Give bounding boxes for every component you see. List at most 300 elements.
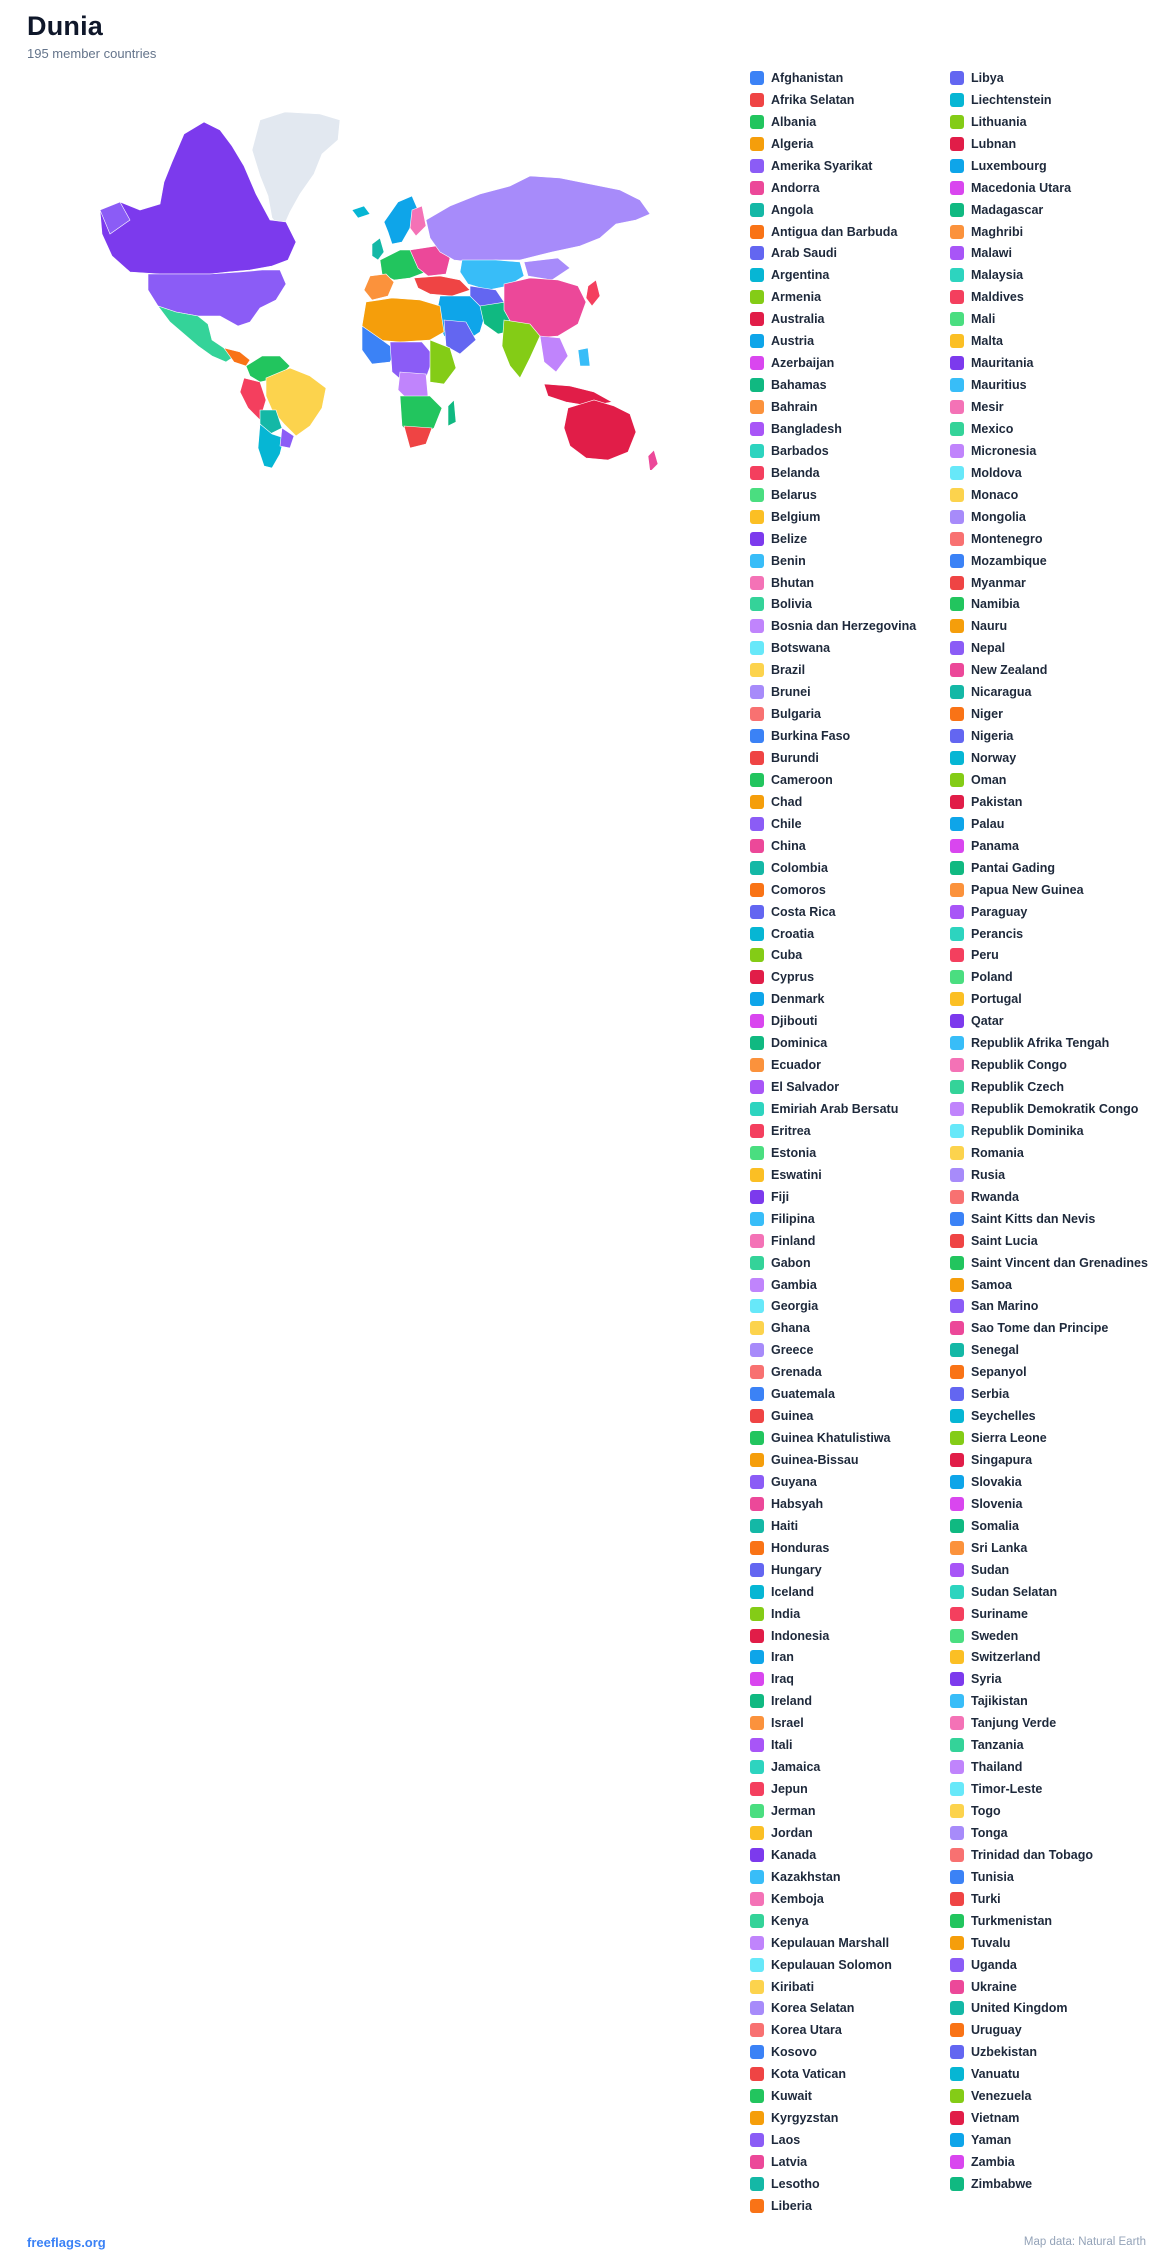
country-label: Montenegro <box>971 531 1043 546</box>
country-label: Republik Dominika <box>971 1123 1084 1138</box>
legend-item[interactable] <box>750 791 950 813</box>
legend-item[interactable] <box>950 1690 1150 1712</box>
legend-item[interactable] <box>950 572 1150 594</box>
legend-item[interactable] <box>750 1647 950 1669</box>
color-swatch <box>750 576 764 590</box>
legend-item[interactable] <box>750 1186 950 1208</box>
legend-item[interactable] <box>950 1866 1150 1888</box>
legend-item[interactable] <box>750 1274 950 1296</box>
region-new-zealand[interactable] <box>648 450 658 470</box>
country-label: Togo <box>971 1804 1001 1819</box>
country-label: Bahrain <box>771 400 818 415</box>
country-label: Republik Afrika Tengah <box>971 1036 1110 1051</box>
legend-item[interactable] <box>950 1252 1150 1274</box>
legend-item[interactable] <box>950 1120 1150 1142</box>
legend-item[interactable] <box>950 1756 1150 1778</box>
legend-item[interactable] <box>950 1098 1150 1120</box>
legend-item[interactable] <box>950 923 1150 945</box>
legend-item[interactable] <box>750 594 950 616</box>
region-mongolia[interactable] <box>524 258 570 280</box>
legend-item[interactable] <box>750 264 950 286</box>
legend-item[interactable] <box>750 1164 950 1186</box>
legend-item[interactable] <box>950 945 1150 967</box>
legend-item[interactable] <box>750 1515 950 1537</box>
legend-item[interactable] <box>950 703 1150 725</box>
country-label: Benin <box>771 553 806 568</box>
legend-item[interactable] <box>750 1910 950 1932</box>
legend-item[interactable] <box>950 966 1150 988</box>
color-swatch <box>750 510 764 524</box>
legend-item[interactable] <box>750 1296 950 1318</box>
region-russia[interactable] <box>426 176 650 262</box>
legend-item[interactable] <box>750 1756 950 1778</box>
legend-item[interactable] <box>750 572 950 594</box>
legend-item[interactable] <box>750 1734 950 1756</box>
color-swatch <box>950 312 964 326</box>
legend-item[interactable] <box>950 1076 1150 1098</box>
legend-item[interactable] <box>950 2173 1150 2195</box>
country-label: Sepanyol <box>971 1365 1027 1380</box>
legend-item[interactable] <box>950 857 1150 879</box>
legend-item[interactable] <box>950 1296 1150 1318</box>
legend-item[interactable] <box>950 879 1150 901</box>
legend-item[interactable] <box>950 67 1150 89</box>
legend-item[interactable] <box>750 1625 950 1647</box>
legend-item[interactable] <box>950 1932 1150 1954</box>
color-swatch <box>950 356 964 370</box>
country-label: Rusia <box>971 1167 1006 1182</box>
legend-item[interactable] <box>950 396 1150 418</box>
legend-item[interactable] <box>950 1581 1150 1603</box>
country-label: Afghanistan <box>771 70 844 85</box>
legend-item[interactable] <box>750 747 950 769</box>
color-swatch <box>750 817 764 831</box>
legend-item[interactable] <box>750 901 950 923</box>
color-swatch <box>750 1980 764 1994</box>
legend-item[interactable] <box>950 901 1150 923</box>
legend-item[interactable] <box>950 2019 1150 2041</box>
legend-item[interactable] <box>750 879 950 901</box>
country-label: Eswatini <box>771 1167 822 1182</box>
legend-item[interactable] <box>750 484 950 506</box>
legend-item[interactable] <box>950 681 1150 703</box>
color-swatch <box>750 1080 764 1094</box>
legend-item[interactable] <box>750 2063 950 2085</box>
legend-item[interactable] <box>750 2085 950 2107</box>
legend-item[interactable] <box>750 1800 950 1822</box>
region-madagascar[interactable] <box>448 400 456 426</box>
legend-item[interactable] <box>950 1822 1150 1844</box>
legend-item[interactable] <box>950 594 1150 616</box>
country-label: Serbia <box>971 1387 1010 1402</box>
legend-item[interactable] <box>750 221 950 243</box>
legend-item[interactable] <box>750 1559 950 1581</box>
country-label: Peru <box>971 948 999 963</box>
color-swatch <box>750 685 764 699</box>
color-swatch <box>750 2111 764 2125</box>
legend-item[interactable] <box>950 988 1150 1010</box>
country-label: Brunei <box>771 685 811 700</box>
legend-item[interactable] <box>750 1252 950 1274</box>
color-swatch <box>750 422 764 436</box>
legend-item[interactable] <box>950 1032 1150 1054</box>
legend-item[interactable] <box>750 1712 950 1734</box>
legend-item[interactable] <box>750 615 950 637</box>
region-australia[interactable] <box>564 400 636 460</box>
country-label: Bangladesh <box>771 421 842 436</box>
country-label: Mauritania <box>971 356 1034 371</box>
legend-item[interactable] <box>750 2195 950 2217</box>
color-swatch <box>750 1672 764 1686</box>
legend-item[interactable] <box>750 1954 950 1976</box>
legend-item[interactable] <box>750 111 950 133</box>
country-label: Fiji <box>771 1189 790 1204</box>
country-label: United Kingdom <box>971 2001 1068 2016</box>
legend-item[interactable] <box>750 1076 950 1098</box>
color-swatch <box>950 795 964 809</box>
legend-item[interactable] <box>750 703 950 725</box>
country-label: Bahamas <box>771 378 827 393</box>
legend-item[interactable] <box>950 1712 1150 1734</box>
country-label: Georgia <box>771 1299 819 1314</box>
legend-item[interactable] <box>750 1317 950 1339</box>
legend-item[interactable] <box>950 330 1150 352</box>
legend-item[interactable] <box>750 155 950 177</box>
legend-item[interactable] <box>750 1010 950 1032</box>
color-swatch <box>950 1278 964 1292</box>
country-label: Timor-Leste <box>971 1782 1043 1797</box>
legend-item[interactable] <box>950 2085 1150 2107</box>
country-label: Nepal <box>971 641 1006 656</box>
legend-item[interactable] <box>950 221 1150 243</box>
region-southeast-asia[interactable] <box>540 336 568 372</box>
country-label: Madagascar <box>971 202 1044 217</box>
legend-item[interactable] <box>750 89 950 111</box>
country-label: Itali <box>771 1738 793 1753</box>
legend-item[interactable] <box>950 1800 1150 1822</box>
legend-item[interactable] <box>950 133 1150 155</box>
legend-item[interactable] <box>950 177 1150 199</box>
legend-item[interactable] <box>750 67 950 89</box>
legend-item[interactable] <box>950 637 1150 659</box>
legend-item[interactable] <box>750 2041 950 2063</box>
legend-item[interactable] <box>750 857 950 879</box>
legend-item[interactable] <box>750 1603 950 1625</box>
legend-item[interactable] <box>750 243 950 265</box>
legend-item[interactable] <box>950 1778 1150 1800</box>
legend-item[interactable] <box>750 835 950 857</box>
region-uk[interactable] <box>372 238 384 260</box>
legend-item[interactable] <box>750 659 950 681</box>
color-swatch <box>950 1870 964 1884</box>
legend-item[interactable] <box>750 199 950 221</box>
legend-item[interactable] <box>750 133 950 155</box>
region-finland[interactable] <box>410 206 426 236</box>
country-label: Somalia <box>971 1518 1019 1533</box>
legend-item[interactable] <box>750 637 950 659</box>
legend-item[interactable] <box>950 155 1150 177</box>
legend-item[interactable] <box>950 2041 1150 2063</box>
country-label: Slovenia <box>971 1496 1023 1511</box>
country-label: Namibia <box>971 597 1020 612</box>
legend-item[interactable] <box>750 681 950 703</box>
legend-item[interactable] <box>950 1647 1150 1669</box>
legend-item[interactable] <box>750 923 950 945</box>
legend-item[interactable] <box>950 659 1150 681</box>
region-south-africa[interactable] <box>404 426 432 448</box>
region-japan[interactable] <box>586 280 600 306</box>
country-label: Finland <box>771 1233 816 1248</box>
color-swatch <box>950 1958 964 1972</box>
legend-item[interactable] <box>750 1471 950 1493</box>
legend-item[interactable] <box>750 374 950 396</box>
legend-item[interactable] <box>750 1668 950 1690</box>
legend-item[interactable] <box>750 1383 950 1405</box>
legend-item[interactable] <box>750 1778 950 1800</box>
legend-item[interactable] <box>950 1998 1150 2020</box>
legend-item[interactable] <box>750 2019 950 2041</box>
legend-item[interactable] <box>950 1142 1150 1164</box>
legend-item[interactable] <box>950 506 1150 528</box>
legend-item[interactable] <box>950 308 1150 330</box>
color-swatch <box>950 707 964 721</box>
legend-item[interactable] <box>950 1668 1150 1690</box>
legend-item[interactable] <box>950 286 1150 308</box>
country-label: Denmark <box>771 992 825 1007</box>
world-map[interactable] <box>100 110 660 470</box>
legend-item[interactable] <box>950 1427 1150 1449</box>
legend-item[interactable] <box>950 462 1150 484</box>
color-swatch <box>950 1563 964 1577</box>
country-label: Brazil <box>771 663 806 678</box>
legend-item[interactable] <box>750 1032 950 1054</box>
color-swatch <box>750 532 764 546</box>
legend-item[interactable] <box>750 1493 950 1515</box>
legend-item[interactable] <box>950 1405 1150 1427</box>
legend-item[interactable] <box>950 1515 1150 1537</box>
legend-item[interactable] <box>950 352 1150 374</box>
legend-item[interactable] <box>750 1427 950 1449</box>
legend-item[interactable] <box>950 1976 1150 1998</box>
region-india[interactable] <box>502 320 540 378</box>
legend-item[interactable] <box>950 1230 1150 1252</box>
legend-item[interactable] <box>950 528 1150 550</box>
legend-item[interactable] <box>950 1339 1150 1361</box>
color-swatch <box>950 1190 964 1204</box>
legend-item[interactable] <box>950 264 1150 286</box>
legend-item[interactable] <box>750 177 950 199</box>
legend-item[interactable] <box>950 1954 1150 1976</box>
legend-item[interactable] <box>750 769 950 791</box>
region-balkans-turkey[interactable] <box>414 276 470 296</box>
legend-item[interactable] <box>750 1054 950 1076</box>
brand-link[interactable]: freeflags.org <box>27 2235 106 2250</box>
legend-item[interactable] <box>750 725 950 747</box>
legend-item[interactable] <box>950 1361 1150 1383</box>
legend-item[interactable] <box>950 1383 1150 1405</box>
color-swatch <box>950 2067 964 2081</box>
color-swatch <box>750 1892 764 1906</box>
legend-item[interactable] <box>950 2151 1150 2173</box>
legend-item[interactable] <box>750 1230 950 1252</box>
color-swatch <box>750 1519 764 1533</box>
legend-item[interactable] <box>750 1844 950 1866</box>
country-label: Republik Demokratik Congo <box>971 1102 1139 1117</box>
country-label: Suriname <box>971 1606 1028 1621</box>
country-label: Filipina <box>771 1211 815 1226</box>
legend-item[interactable] <box>750 813 950 835</box>
legend-item[interactable] <box>950 1274 1150 1296</box>
legend-item[interactable] <box>950 550 1150 572</box>
country-label: Indonesia <box>771 1628 830 1643</box>
color-swatch <box>750 93 764 107</box>
world-map-svg[interactable] <box>100 110 660 470</box>
color-swatch <box>750 2045 764 2059</box>
page-title: Dunia <box>27 11 104 41</box>
legend-item[interactable] <box>950 747 1150 769</box>
legend-item[interactable] <box>950 89 1150 111</box>
color-swatch <box>950 2001 964 2015</box>
legend-item[interactable] <box>750 462 950 484</box>
legend-item[interactable] <box>950 1317 1150 1339</box>
legend-item[interactable] <box>750 550 950 572</box>
color-swatch <box>950 1519 964 1533</box>
legend-item[interactable] <box>950 769 1150 791</box>
region-france-spain[interactable] <box>364 274 394 300</box>
legend-item[interactable] <box>750 1822 950 1844</box>
legend-item[interactable] <box>750 2151 950 2173</box>
color-swatch <box>750 1299 764 1313</box>
color-swatch <box>950 1848 964 1862</box>
country-label: Kepulauan Solomon <box>771 1957 892 1972</box>
color-swatch <box>950 290 964 304</box>
legend-item[interactable] <box>950 1537 1150 1559</box>
legend-item[interactable] <box>750 966 950 988</box>
legend-item[interactable] <box>950 199 1150 221</box>
color-swatch <box>950 729 964 743</box>
legend-item[interactable] <box>950 1054 1150 1076</box>
legend-item[interactable] <box>950 1625 1150 1647</box>
legend-item[interactable] <box>750 1976 950 1998</box>
country-label: Sri Lanka <box>971 1540 1028 1555</box>
country-label: Seychelles <box>971 1409 1036 1424</box>
legend-item[interactable] <box>950 1603 1150 1625</box>
legend-item[interactable] <box>750 1361 950 1383</box>
legend-item[interactable] <box>750 528 950 550</box>
color-swatch <box>750 1848 764 1862</box>
color-swatch <box>750 181 764 195</box>
legend-item[interactable] <box>950 791 1150 813</box>
legend-item[interactable] <box>750 286 950 308</box>
legend-item[interactable] <box>950 1010 1150 1032</box>
country-label: Tuvalu <box>971 1935 1011 1950</box>
legend-item[interactable] <box>950 1888 1150 1910</box>
legend-item[interactable] <box>750 1449 950 1471</box>
legend-item[interactable] <box>750 1142 950 1164</box>
legend-item[interactable] <box>750 2129 950 2151</box>
color-swatch <box>750 1102 764 1116</box>
legend-item[interactable] <box>750 2173 950 2195</box>
legend-item[interactable] <box>750 1932 950 1954</box>
legend-item[interactable] <box>750 1537 950 1559</box>
legend-item[interactable] <box>950 484 1150 506</box>
legend-item[interactable] <box>950 1559 1150 1581</box>
country-label: Iraq <box>771 1672 794 1687</box>
legend-item[interactable] <box>750 1120 950 1142</box>
legend-item[interactable] <box>750 1690 950 1712</box>
legend-item[interactable] <box>950 1186 1150 1208</box>
legend-item[interactable] <box>750 1405 950 1427</box>
legend-item[interactable] <box>950 1844 1150 1866</box>
region-iceland[interactable] <box>352 206 370 218</box>
legend-item[interactable] <box>950 243 1150 265</box>
legend-item[interactable] <box>950 835 1150 857</box>
legend-item[interactable] <box>950 725 1150 747</box>
country-label: Amerika Syarikat <box>771 158 873 173</box>
country-label: Costa Rica <box>771 904 836 919</box>
legend-item[interactable] <box>750 1888 950 1910</box>
legend-item[interactable] <box>750 1208 950 1230</box>
legend-item[interactable] <box>750 1866 950 1888</box>
legend-item[interactable] <box>750 396 950 418</box>
legend-item[interactable] <box>750 506 950 528</box>
legend-item[interactable] <box>950 1208 1150 1230</box>
legend-item[interactable] <box>950 2063 1150 2085</box>
country-label: Gabon <box>771 1255 811 1270</box>
legend-item[interactable] <box>750 330 950 352</box>
legend-item[interactable] <box>950 1734 1150 1756</box>
country-label: Korea Selatan <box>771 2001 855 2016</box>
legend-item[interactable] <box>750 440 950 462</box>
legend-item[interactable] <box>750 1581 950 1603</box>
country-label: Liberia <box>771 2198 812 2213</box>
color-swatch <box>950 2133 964 2147</box>
legend-item[interactable] <box>950 1493 1150 1515</box>
legend-item[interactable] <box>950 2129 1150 2151</box>
country-label: Afrika Selatan <box>771 92 855 107</box>
legend-item[interactable] <box>950 1471 1150 1493</box>
legend-item[interactable] <box>950 1449 1150 1471</box>
legend-item[interactable] <box>950 418 1150 440</box>
legend-item[interactable] <box>950 2107 1150 2129</box>
legend-item[interactable] <box>750 1339 950 1361</box>
legend-item[interactable] <box>750 418 950 440</box>
legend-item[interactable] <box>950 374 1150 396</box>
legend-item[interactable] <box>750 988 950 1010</box>
legend-item[interactable] <box>750 308 950 330</box>
legend-item[interactable] <box>950 813 1150 835</box>
legend-item[interactable] <box>750 1998 950 2020</box>
legend-item[interactable] <box>950 111 1150 133</box>
legend-item[interactable] <box>750 1098 950 1120</box>
legend-item[interactable] <box>750 945 950 967</box>
legend-item[interactable] <box>750 2107 950 2129</box>
country-label: Ghana <box>771 1321 810 1336</box>
legend-item[interactable] <box>950 440 1150 462</box>
color-swatch <box>950 1124 964 1138</box>
country-label: Kazakhstan <box>771 1869 841 1884</box>
legend-item[interactable] <box>950 1164 1150 1186</box>
color-swatch <box>750 1365 764 1379</box>
legend-item[interactable] <box>950 615 1150 637</box>
region-philippines[interactable] <box>578 348 590 366</box>
legend-item[interactable] <box>950 1910 1150 1932</box>
country-label: Saint Vincent dan Grenadines <box>971 1255 1148 1270</box>
country-label: Israel <box>771 1716 804 1731</box>
legend-item[interactable] <box>750 352 950 374</box>
color-swatch <box>950 1256 964 1270</box>
color-swatch <box>750 1475 764 1489</box>
